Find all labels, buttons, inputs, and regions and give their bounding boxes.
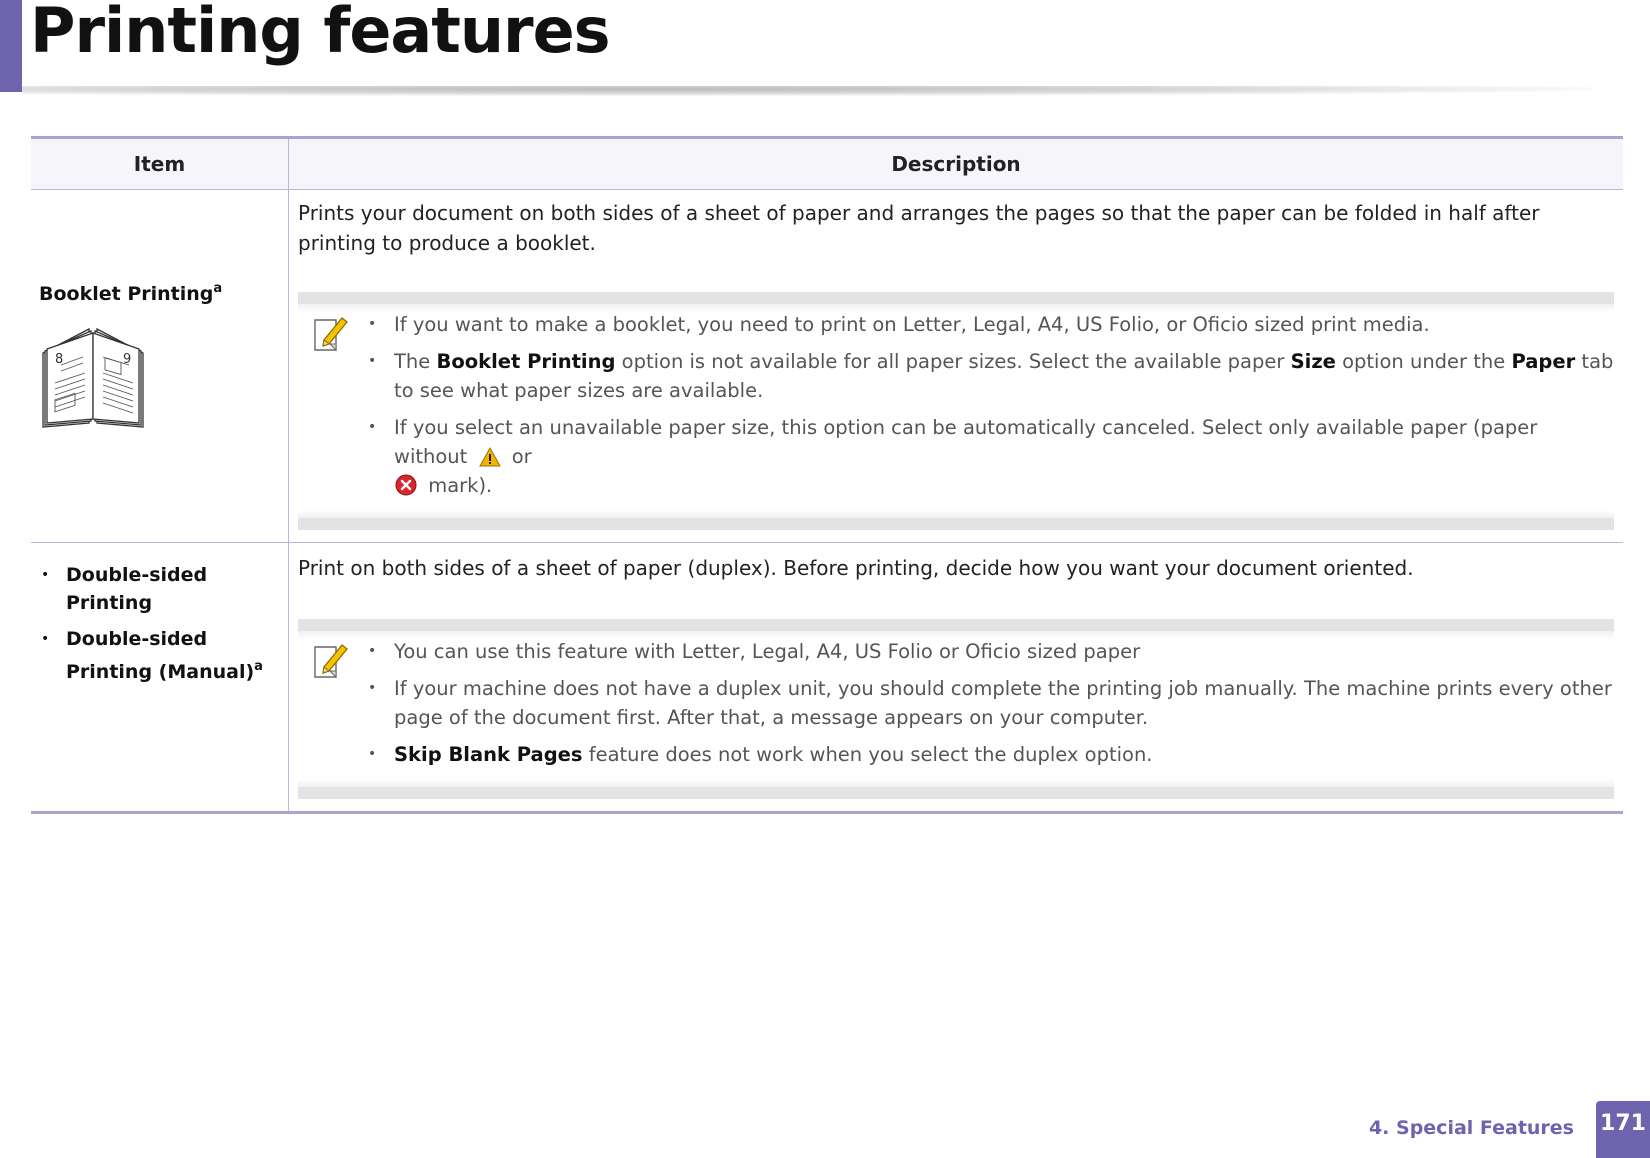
header-item: Item (31, 138, 289, 190)
footnote-marker: a (254, 659, 263, 674)
item-label-booklet (39, 274, 288, 309)
note-text: or (505, 445, 532, 468)
note-item: • If you want to make a booklet, you need to print on Letter, Legal, A4, US Folio, or Oficio sized print media. (368, 310, 1614, 339)
table-row-booklet (31, 190, 1623, 543)
item-list-duplex (39, 561, 288, 686)
table-header-row (31, 138, 1623, 190)
note-bold-paper: Paper (1511, 350, 1576, 373)
note-text: The (394, 350, 437, 373)
note-item (368, 740, 1614, 769)
note-bold-size: Size (1290, 350, 1336, 373)
note-item: • You can use this feature with Letter, Legal, A4, US Folio or Oficio sized paper (368, 637, 1614, 666)
description-cell-duplex (289, 543, 1624, 813)
item-cell-booklet (31, 190, 289, 543)
note-text: tab to see what paper sizes are available. (394, 350, 1614, 402)
page-title: Printing features (30, 0, 610, 67)
note-text: option is not available for all paper sizes. Select the available paper (615, 350, 1291, 373)
note-item (368, 413, 1614, 500)
note-pencil-icon (312, 314, 350, 354)
booklet-image (39, 327, 147, 431)
footer-section-title: 4. Special Features (1368, 1117, 1574, 1139)
description-cell-booklet (289, 190, 1624, 543)
footnote-marker: a (213, 281, 223, 296)
features-table (31, 136, 1623, 814)
note-text: mark). (422, 474, 493, 497)
note-list-duplex (298, 637, 1614, 769)
note-item: • If your machine does not have a duplex unit, you should complete the printing job manually. The machine prints every other page of the document first. After that, a message appears on your computer. (368, 674, 1614, 732)
item-cell-duplex (31, 543, 289, 813)
note-pencil-icon (312, 641, 350, 681)
note-text: feature does not work when you select the duplex option. (582, 743, 1153, 766)
note-list-booklet (298, 310, 1614, 500)
warning-triangle-icon (478, 446, 502, 468)
note-box-booklet (298, 292, 1614, 530)
note-bold-skip-blank-pages: Skip Blank Pages (394, 743, 583, 766)
note-text: option under the (1335, 350, 1512, 373)
note-item (368, 347, 1614, 405)
title-accent-bar (0, 0, 22, 92)
double-sided-manual-text: Double-sided Printing (Manual) (66, 628, 255, 683)
error-x-icon (394, 473, 418, 497)
note-text: If you select an unavailable paper size, this option can be automatically canceled. Select only available paper (paper without (394, 416, 1538, 468)
description-duplex: Print on both sides of a sheet of paper (duplex). Before printing, decide how you want your document oriented. (298, 556, 1414, 580)
description-booklet: Prints your document on both sides of a sheet of paper and arranges the pages so that the paper can be folded in half after printing to produce a booklet. (298, 201, 1540, 255)
booklet-page-right-number: 9 (123, 352, 132, 367)
booklet-printing-text: Booklet Printing (39, 283, 214, 305)
item-double-sided-manual (39, 625, 288, 686)
note-bold-booklet-printing: Booklet Printing (436, 350, 616, 373)
item-double-sided: • Double-sided Printing (39, 561, 288, 617)
title-underline (22, 86, 1592, 96)
booklet-page-left-number: 8 (55, 352, 64, 367)
page-number-badge: 171 (1596, 1101, 1650, 1158)
table-row-duplex (31, 543, 1623, 813)
note-box-duplex (298, 619, 1614, 799)
header-description: Description (289, 138, 1624, 190)
